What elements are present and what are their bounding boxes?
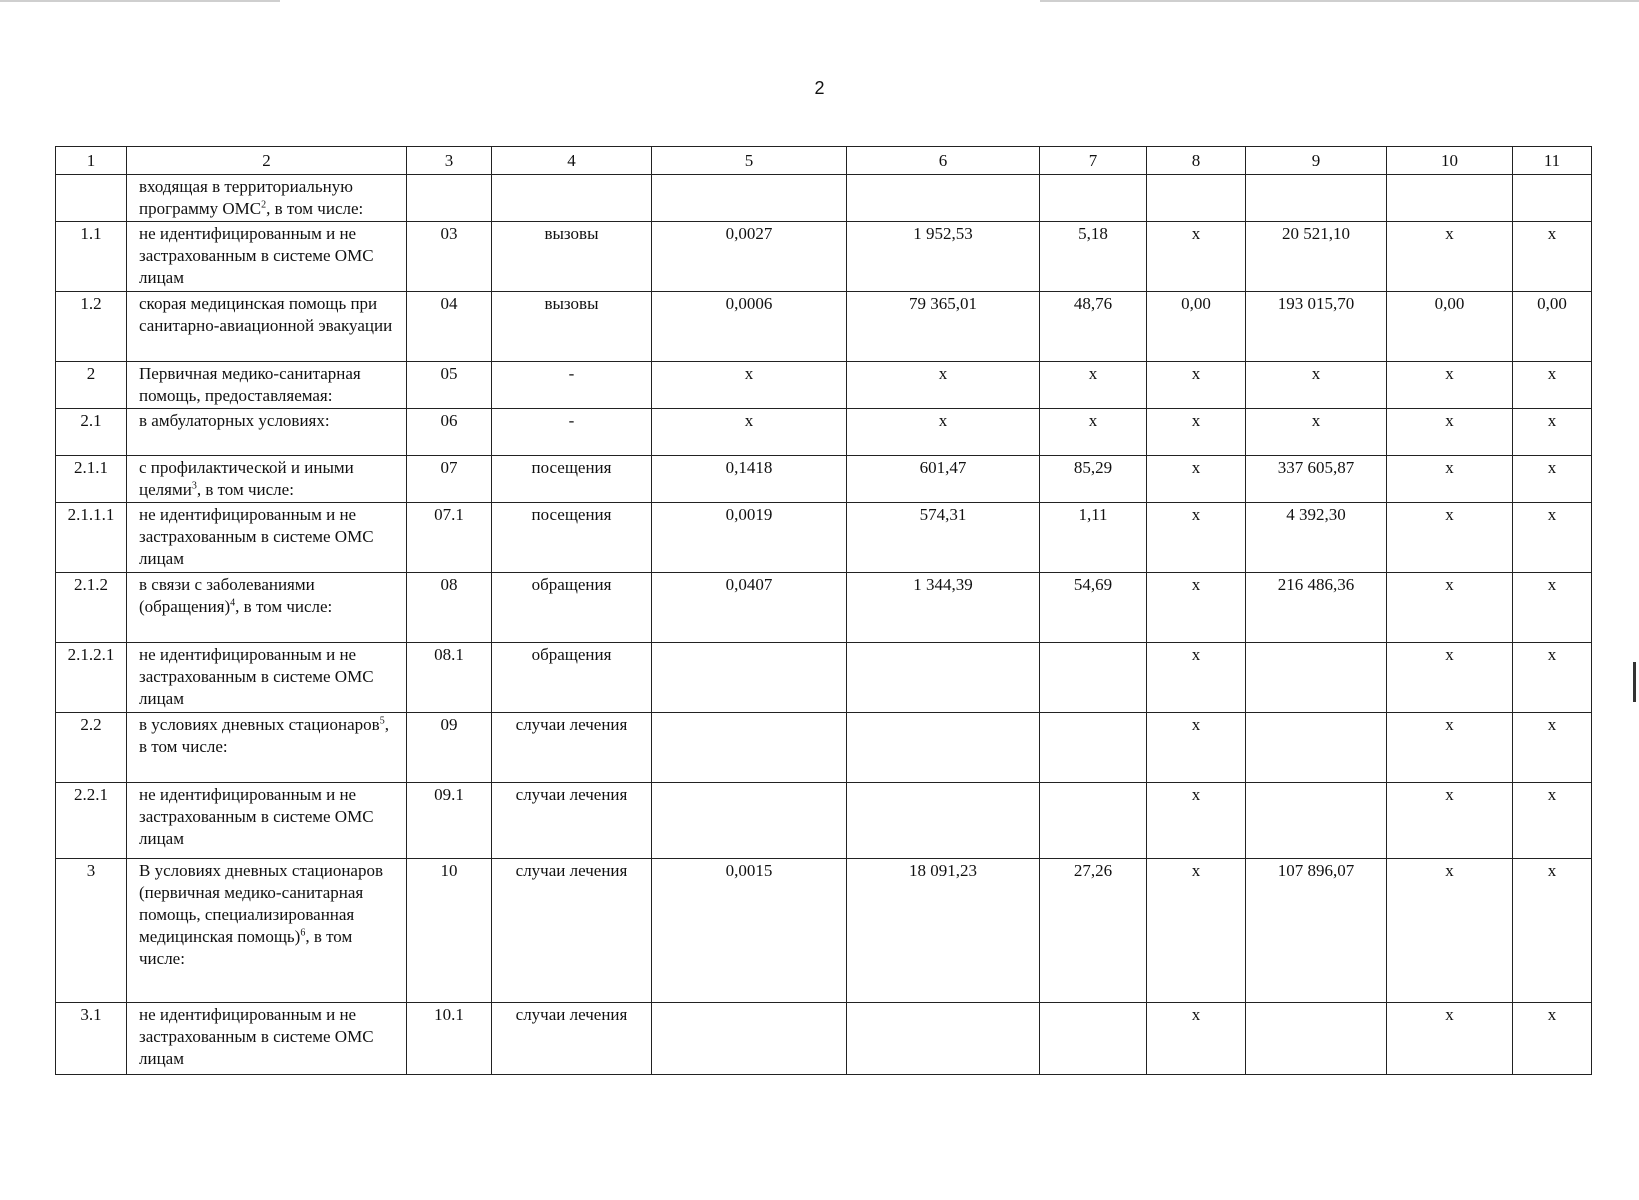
page-number: 2 — [814, 78, 825, 98]
table-row — [56, 713, 1592, 783]
row-code — [407, 175, 492, 222]
value-col-10: х — [1387, 362, 1513, 409]
value-col-9: 20 521,10 — [1246, 222, 1387, 292]
row-unit: обращения — [492, 573, 652, 643]
table-row — [56, 292, 1592, 362]
row-name-text: в условиях дневных стационаров — [139, 715, 380, 734]
row-name-text: В условиях дневных стационаров (первичная медико-санитарная помощь, специализированная медицинская помощь) — [139, 861, 383, 946]
value-col-9: 107 896,07 — [1246, 859, 1387, 1003]
row-unit — [492, 175, 652, 222]
table-row — [56, 573, 1592, 643]
row-unit: случаи лечения — [492, 713, 652, 783]
value-col-8: х — [1147, 859, 1246, 1003]
row-name-suffix: , в том числе: — [235, 597, 333, 616]
value-col-11 — [1513, 175, 1592, 222]
row-unit: - — [492, 409, 652, 456]
value-col-6: 79 365,01 — [847, 292, 1040, 362]
scan-edge-line — [0, 0, 280, 2]
value-col-5: х — [652, 409, 847, 456]
row-name — [127, 409, 407, 456]
value-col-9 — [1246, 643, 1387, 713]
value-col-5: 0,0027 — [652, 222, 847, 292]
value-col-8: х — [1147, 1003, 1246, 1075]
value-col-7 — [1040, 175, 1147, 222]
value-col-8: х — [1147, 503, 1246, 573]
row-name-suffix: , в том числе: — [139, 927, 353, 968]
row-name-text: не идентифицированным и не застрахованным в системе ОМС лицам — [139, 1005, 374, 1068]
row-code: 08.1 — [407, 643, 492, 713]
row-name — [127, 643, 407, 713]
value-col-10: х — [1387, 222, 1513, 292]
row-number: 3.1 — [56, 1003, 127, 1075]
row-number: 2.1.1.1 — [56, 503, 127, 573]
value-col-6 — [847, 1003, 1040, 1075]
column-header: 4 — [492, 147, 652, 175]
value-col-6: 574,31 — [847, 503, 1040, 573]
value-col-8: х — [1147, 573, 1246, 643]
value-col-7 — [1040, 643, 1147, 713]
row-number: 2 — [56, 362, 127, 409]
value-col-11: х — [1513, 573, 1592, 643]
value-col-6: 18 091,23 — [847, 859, 1040, 1003]
value-col-7: х — [1040, 409, 1147, 456]
scan-edge-line — [1040, 0, 1639, 2]
footnote-ref: 6 — [300, 927, 306, 939]
value-col-7 — [1040, 783, 1147, 859]
value-col-9 — [1246, 713, 1387, 783]
row-code: 09.1 — [407, 783, 492, 859]
column-header: 10 — [1387, 147, 1513, 175]
row-name-suffix: , в том числе: — [139, 715, 389, 756]
value-col-9: х — [1246, 409, 1387, 456]
value-col-11: х — [1513, 643, 1592, 713]
value-col-11: х — [1513, 859, 1592, 1003]
value-col-6: х — [847, 362, 1040, 409]
value-col-5: 0,0019 — [652, 503, 847, 573]
row-unit: вызовы — [492, 292, 652, 362]
value-col-10: х — [1387, 1003, 1513, 1075]
value-col-6 — [847, 783, 1040, 859]
row-name-text: не идентифицированным и не застрахованным в системе ОМС лицам — [139, 645, 374, 708]
row-unit: посещения — [492, 456, 652, 503]
column-header: 2 — [127, 147, 407, 175]
row-number: 2.1.1 — [56, 456, 127, 503]
value-col-8: 0,00 — [1147, 292, 1246, 362]
value-col-8: х — [1147, 643, 1246, 713]
row-code: 06 — [407, 409, 492, 456]
row-name — [127, 573, 407, 643]
value-col-11: х — [1513, 713, 1592, 783]
row-code: 09 — [407, 713, 492, 783]
value-col-11: х — [1513, 1003, 1592, 1075]
value-col-7 — [1040, 713, 1147, 783]
value-col-7: 85,29 — [1040, 456, 1147, 503]
row-number: 2.1.2 — [56, 573, 127, 643]
value-col-7: 48,76 — [1040, 292, 1147, 362]
row-unit: обращения — [492, 643, 652, 713]
row-name-text: Первичная медико-санитарная помощь, предоставляемая: — [139, 364, 361, 405]
table-row — [56, 222, 1592, 292]
footnote-ref: 5 — [379, 715, 385, 727]
row-number: 1.1 — [56, 222, 127, 292]
value-col-6: 601,47 — [847, 456, 1040, 503]
row-number: 2.1 — [56, 409, 127, 456]
table-body — [56, 147, 1592, 1075]
row-name-text: в амбулаторных условиях: — [139, 411, 330, 430]
row-code: 05 — [407, 362, 492, 409]
value-col-8: х — [1147, 362, 1246, 409]
value-col-5 — [652, 783, 847, 859]
value-col-6 — [847, 643, 1040, 713]
value-col-5 — [652, 713, 847, 783]
row-name-text: не идентифицированным и не застрахованным в системе ОМС лицам — [139, 224, 374, 287]
value-col-5: 0,0015 — [652, 859, 847, 1003]
table-row — [56, 1003, 1592, 1075]
column-header: 11 — [1513, 147, 1592, 175]
value-col-10: х — [1387, 859, 1513, 1003]
value-col-5 — [652, 175, 847, 222]
value-col-5: 0,1418 — [652, 456, 847, 503]
table-row — [56, 175, 1592, 222]
value-col-9 — [1246, 175, 1387, 222]
value-col-7: 54,69 — [1040, 573, 1147, 643]
row-name — [127, 292, 407, 362]
column-header: 6 — [847, 147, 1040, 175]
value-col-9 — [1246, 783, 1387, 859]
row-name-text: входящая в территориальную программу ОМС — [139, 177, 353, 218]
value-col-9: 193 015,70 — [1246, 292, 1387, 362]
table-row — [56, 362, 1592, 409]
row-name-suffix: , в том числе: — [266, 199, 364, 218]
footnote-ref: 3 — [191, 480, 197, 492]
row-name-text: скорая медицинская помощь при санитарно-авиационной эвакуации — [139, 294, 393, 335]
value-col-9 — [1246, 1003, 1387, 1075]
value-col-10: х — [1387, 643, 1513, 713]
value-col-11: х — [1513, 783, 1592, 859]
value-col-7: 1,11 — [1040, 503, 1147, 573]
column-header: 7 — [1040, 147, 1147, 175]
row-unit: случаи лечения — [492, 859, 652, 1003]
value-col-8: х — [1147, 222, 1246, 292]
row-number: 1.2 — [56, 292, 127, 362]
row-name — [127, 175, 407, 222]
row-code: 08 — [407, 573, 492, 643]
row-unit: случаи лечения — [492, 1003, 652, 1075]
value-col-6 — [847, 713, 1040, 783]
row-name — [127, 222, 407, 292]
column-header: 9 — [1246, 147, 1387, 175]
value-col-10: х — [1387, 783, 1513, 859]
row-name — [127, 456, 407, 503]
value-col-6: х — [847, 409, 1040, 456]
row-name-text: не идентифицированным и не застрахованным в системе ОМС лицам — [139, 785, 374, 848]
value-col-6 — [847, 175, 1040, 222]
value-col-8 — [1147, 175, 1246, 222]
value-col-7: 27,26 — [1040, 859, 1147, 1003]
value-col-5: 0,0006 — [652, 292, 847, 362]
row-name-text: не идентифицированным и не застрахованным в системе ОМС лицам — [139, 505, 374, 568]
row-code: 07.1 — [407, 503, 492, 573]
value-col-11: 0,00 — [1513, 292, 1592, 362]
value-col-11: х — [1513, 409, 1592, 456]
column-header: 8 — [1147, 147, 1246, 175]
row-code: 10.1 — [407, 1003, 492, 1075]
row-number: 2.1.2.1 — [56, 643, 127, 713]
row-name — [127, 1003, 407, 1075]
row-number: 2.2.1 — [56, 783, 127, 859]
table-row — [56, 409, 1592, 456]
table-row — [56, 643, 1592, 713]
value-col-5: х — [652, 362, 847, 409]
data-table — [55, 146, 1592, 1075]
value-col-9: х — [1246, 362, 1387, 409]
row-name — [127, 362, 407, 409]
value-col-6: 1 952,53 — [847, 222, 1040, 292]
row-name — [127, 859, 407, 1003]
row-name — [127, 783, 407, 859]
row-unit: посещения — [492, 503, 652, 573]
value-col-9: 337 605,87 — [1246, 456, 1387, 503]
table-row — [56, 503, 1592, 573]
table-row — [56, 456, 1592, 503]
value-col-8: х — [1147, 456, 1246, 503]
table-row — [56, 783, 1592, 859]
value-col-10: 0,00 — [1387, 292, 1513, 362]
row-number: 3 — [56, 859, 127, 1003]
row-number — [56, 175, 127, 222]
value-col-9: 216 486,36 — [1246, 573, 1387, 643]
value-col-10: х — [1387, 456, 1513, 503]
row-name — [127, 713, 407, 783]
column-header: 1 — [56, 147, 127, 175]
value-col-5 — [652, 1003, 847, 1075]
value-col-8: х — [1147, 409, 1246, 456]
row-name-suffix: , в том числе: — [196, 480, 294, 499]
value-col-7 — [1040, 1003, 1147, 1075]
value-col-10 — [1387, 175, 1513, 222]
column-header: 5 — [652, 147, 847, 175]
value-col-5: 0,0407 — [652, 573, 847, 643]
value-col-10: х — [1387, 503, 1513, 573]
value-col-8: х — [1147, 783, 1246, 859]
value-col-11: х — [1513, 362, 1592, 409]
value-col-9: 4 392,30 — [1246, 503, 1387, 573]
table-row — [56, 859, 1592, 1003]
value-col-11: х — [1513, 503, 1592, 573]
row-name-text: с профилактической и иными целями — [139, 458, 354, 499]
value-col-6: 1 344,39 — [847, 573, 1040, 643]
value-col-7: х — [1040, 362, 1147, 409]
value-col-10: х — [1387, 573, 1513, 643]
value-col-11: х — [1513, 456, 1592, 503]
value-col-10: х — [1387, 409, 1513, 456]
row-number: 2.2 — [56, 713, 127, 783]
row-code: 04 — [407, 292, 492, 362]
row-unit: случаи лечения — [492, 783, 652, 859]
row-unit: вызовы — [492, 222, 652, 292]
row-code: 10 — [407, 859, 492, 1003]
value-col-8: х — [1147, 713, 1246, 783]
scan-edge-mark — [1633, 662, 1636, 702]
column-header: 3 — [407, 147, 492, 175]
row-code: 03 — [407, 222, 492, 292]
value-col-10: х — [1387, 713, 1513, 783]
value-col-5 — [652, 643, 847, 713]
row-name-text: в связи с заболеваниями (обращения) — [139, 575, 315, 616]
data-table-container — [55, 146, 1591, 1075]
value-col-11: х — [1513, 222, 1592, 292]
value-col-7: 5,18 — [1040, 222, 1147, 292]
footnote-ref: 2 — [261, 199, 267, 211]
row-code: 07 — [407, 456, 492, 503]
row-unit: - — [492, 362, 652, 409]
column-number-row — [56, 147, 1592, 175]
footnote-ref: 4 — [230, 597, 236, 609]
row-name — [127, 503, 407, 573]
